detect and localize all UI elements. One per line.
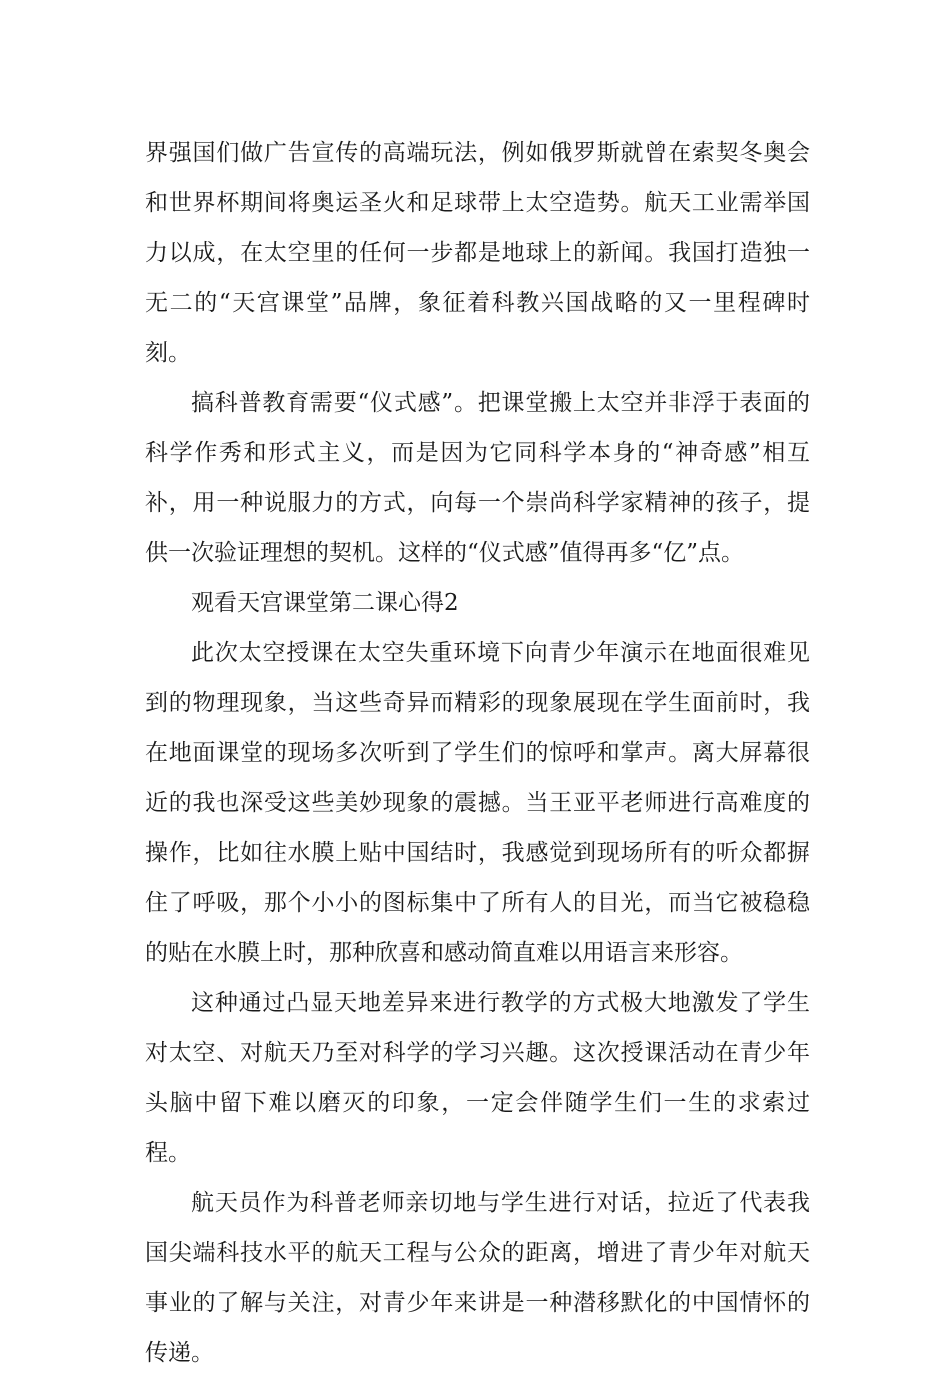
paragraph-teaching-method: 这种通过凸显天地差异来进行教学的方式极大地激发了学生对太空、对航天乃至对科学的学习兴趣。这次授课活动在青少年头脑中留下难以磨灭的印象，一定会伴随学生们一生的求索过程。 [145, 990, 810, 1166]
section-heading: 观看天宫课堂第二课心得2 [191, 590, 459, 616]
paragraph-continued: 界强国们做广告宣传的高端玩法，例如俄罗斯就曾在索契冬奥会和世界杯期间将奥运圣火和足球带上太空造势。航天工业需举国力以成，在太空里的任何一步都是地球上的新闻。我国打造独一无二的“天宫课堂”品牌，象征着科教兴国战略的又一里程碑时刻。 [145, 140, 810, 366]
paragraph-space-lesson: 此次太空授课在太空失重环境下向青少年演示在地面很难见到的物理现象，当这些奇异而精彩的现象展现在学生面前时，我在地面课堂的现场多次听到了学生们的惊呼和掌声。离大屏幕很近的我也深受这些美妙现象的震撼。当王亚平老师进行高难度的操作，比如往水膜上贴中国结时，我感觉到现场所有的听众都摒住了呼吸，那个小小的图标集中了所有人的目光，而当它被稳稳的贴在水膜上时，那种欣喜和感动简直难以用语言来形容。 [145, 640, 810, 966]
paragraph-astronaut-teacher: 航天员作为科普老师亲切地与学生进行对话，拉近了代表我国尖端科技水平的航天工程与公众的距离，增进了青少年对航天事业的了解与关注，对青少年来讲是一种潜移默化的中国情怀的传递。 [145, 1190, 810, 1366]
document-body [145, 128, 810, 1378]
paragraph-ritual-sense: 搞科普教育需要“仪式感”。把课堂搬上太空并非浮于表面的科学作秀和形式主义，而是因为它同科学本身的“神奇感”相互补，用一种说服力的方式，向每一个崇尚科学家精神的孩子，提供一次验证理想的契机。这样的“仪式感”值得再多“亿”点。 [145, 390, 810, 566]
